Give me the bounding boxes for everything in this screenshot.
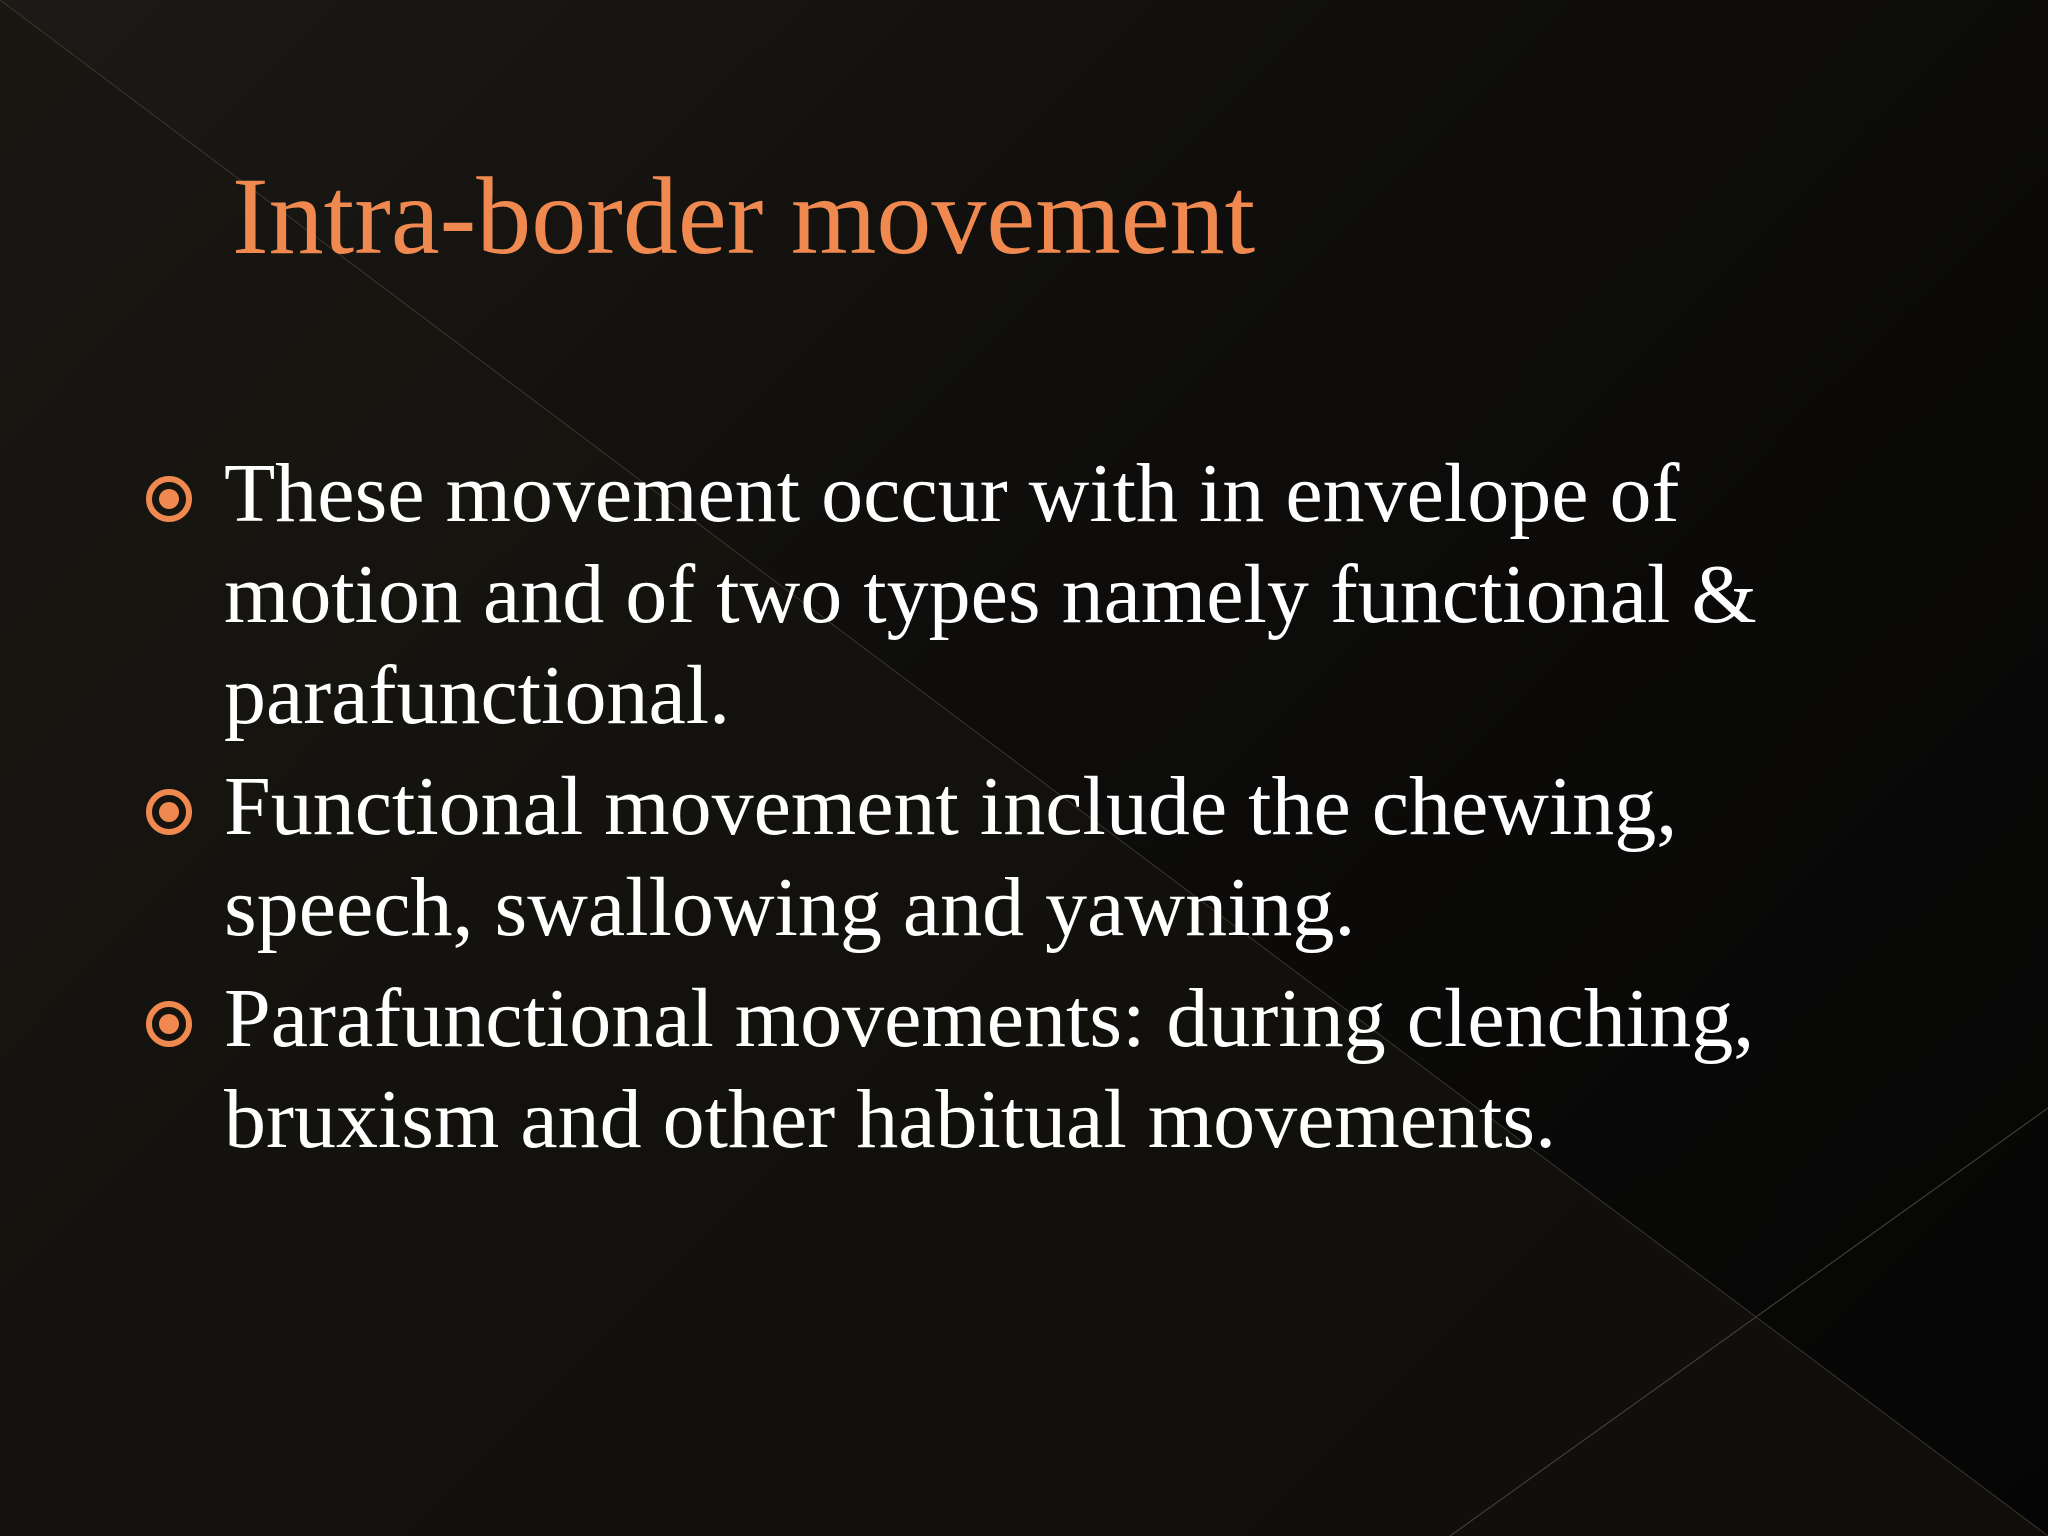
slide-title: Intra-border movement (232, 155, 1256, 277)
bullet-text (224, 968, 1904, 1170)
bullet-text (224, 443, 1904, 746)
bullet-item (0, 443, 2048, 746)
bullet-text (224, 756, 1904, 958)
bullet-line: motion and of two types namely functional & (224, 548, 1757, 641)
bullet-line: These movement occur with in envelope of (224, 447, 1680, 540)
bullet-line: speech, swallowing and yawning. (224, 861, 1356, 954)
bullet-item (0, 968, 2048, 1170)
bullet-line: parafunctional. (224, 649, 731, 742)
bullet-item (0, 756, 2048, 958)
bullet-line: Parafunctional movements: during clenching, (224, 972, 1755, 1065)
circled-dot-icon (143, 786, 195, 838)
bullet-list (0, 443, 2048, 1180)
bullet-line: bruxism and other habitual movements. (224, 1073, 1557, 1166)
circled-dot-icon (143, 998, 195, 1050)
circled-dot-icon (143, 473, 195, 525)
bullet-line: Functional movement include the chewing, (224, 760, 1678, 853)
